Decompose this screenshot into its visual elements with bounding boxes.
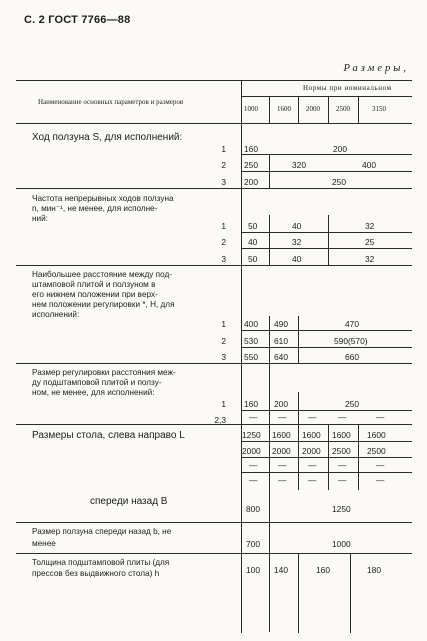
cell: 160	[244, 144, 258, 154]
cell: 1600	[302, 430, 321, 440]
row-max-distance-label-4: нем положении регулировки *, H, для	[32, 300, 175, 309]
col-header-1600: 1600	[277, 105, 291, 113]
cell: 2500	[367, 446, 386, 456]
exec-label: 1	[221, 399, 226, 409]
row-max-distance-label-3: его нижнем положении при верх-	[32, 290, 158, 299]
cell: 1000	[332, 539, 351, 549]
row-plate-thickness-label-1: Толщина подштамповой плиты (для	[32, 558, 170, 567]
cell: 530	[244, 336, 258, 346]
col-header-2000: 2000	[306, 105, 320, 113]
cell: 400	[362, 160, 376, 170]
row-stroke-label: Ход ползуна S, для исполнений:	[32, 132, 183, 143]
group-column-header: Нормы при номинальном	[303, 84, 392, 92]
cell-dash: —	[376, 460, 385, 470]
row-adjustment-label-2: ду подштамповой плитой и ползу-	[32, 378, 162, 387]
cell: 32	[365, 221, 375, 231]
cell: 700	[246, 539, 260, 549]
exec-label: 2,3	[214, 415, 226, 425]
cell: 200	[333, 144, 347, 154]
cell-dash: —	[338, 475, 347, 485]
cell: 640	[274, 352, 288, 362]
cell: 250	[345, 399, 359, 409]
cell: 160	[316, 565, 330, 575]
cell-dash: —	[278, 475, 287, 485]
exec-label: 2	[221, 237, 226, 247]
cell: 200	[244, 177, 258, 187]
exec-label: 3	[221, 254, 226, 264]
exec-label: 1	[221, 319, 226, 329]
row-frequency-label-1: Частота непрерывных ходов ползуна	[32, 194, 174, 203]
row-frequency-label-2: n, мин⁻¹, не менее, для исполне-	[32, 204, 158, 213]
cell: 250	[244, 160, 258, 170]
cell: 1250	[332, 504, 351, 514]
cell: 490	[274, 319, 288, 329]
cell: 1600	[272, 430, 291, 440]
cell: 50	[248, 254, 258, 264]
cell: 660	[345, 352, 359, 362]
col-header-2500: 2500	[336, 105, 350, 113]
cell-dash: —	[308, 412, 317, 422]
cell-dash: —	[308, 475, 317, 485]
cell: 2000	[302, 446, 321, 456]
cell-dash: —	[376, 412, 385, 422]
row-table-size-label: Размеры стола, слева направо L	[32, 430, 185, 441]
cell: 1250	[242, 430, 261, 440]
row-max-distance-label-1: Наибольшее расстояние между под-	[32, 270, 172, 279]
row-adjustment-label-3: ном, не менее, для исполнений:	[32, 388, 155, 397]
cell: 320	[292, 160, 306, 170]
cell: 100	[246, 565, 260, 575]
cell-dash: —	[338, 460, 347, 470]
cell-dash: —	[338, 412, 347, 422]
param-column-header: Наименование основных параметров и размеров	[38, 98, 184, 106]
page-header: С. 2 ГОСТ 7766—88	[24, 14, 131, 26]
row-plate-thickness-label-2: прессов без выдвижного стола) h	[32, 569, 160, 578]
cell: 50	[248, 221, 258, 231]
exec-label: 3	[221, 352, 226, 362]
section-title: Размеры,	[343, 63, 409, 74]
cell-dash: —	[376, 475, 385, 485]
col-header-1000: 1000	[244, 105, 258, 113]
cell: 40	[292, 254, 302, 264]
cell: 2000	[242, 446, 261, 456]
exec-label: 2	[221, 160, 226, 170]
cell-dash: —	[278, 460, 287, 470]
cell: 400	[244, 319, 258, 329]
cell-dash: —	[249, 475, 258, 485]
cell-dash: —	[249, 412, 258, 422]
cell: 800	[246, 504, 260, 514]
cell: 2500	[332, 446, 351, 456]
cell-dash: —	[308, 460, 317, 470]
cell: 470	[345, 319, 359, 329]
exec-label: 2	[221, 336, 226, 346]
cell: 180	[367, 565, 381, 575]
col-header-3150: 3150	[372, 105, 386, 113]
cell: 160	[244, 399, 258, 409]
row-frequency-label-3: ний:	[32, 214, 48, 223]
cell: 1600	[332, 430, 351, 440]
cell: 140	[274, 565, 288, 575]
row-max-distance-label-2: штамповой плитой и ползуном в	[32, 280, 156, 289]
cell: 550	[244, 352, 258, 362]
row-slide-size-label-2: менее	[32, 539, 56, 548]
cell: 25	[365, 237, 375, 247]
cell-dash: —	[278, 412, 287, 422]
exec-label: 1	[221, 144, 226, 154]
exec-label: 1	[221, 221, 226, 231]
cell: 32	[292, 237, 302, 247]
cell: 2000	[272, 446, 291, 456]
cell: 250	[332, 177, 346, 187]
cell-dash: —	[249, 460, 258, 470]
cell: 590(570)	[334, 336, 368, 346]
exec-label: 3	[221, 177, 226, 187]
cell: 40	[248, 237, 258, 247]
cell: 610	[274, 336, 288, 346]
row-adjustment-label-1: Размер регулировки расстояния меж-	[32, 368, 176, 377]
row-max-distance-label-5: исполнений:	[32, 310, 80, 319]
cell: 32	[365, 254, 375, 264]
row-front-back-label: спереди назад B	[90, 496, 168, 507]
cell: 1600	[367, 430, 386, 440]
cell: 40	[292, 221, 302, 231]
row-slide-size-label-1: Размер ползуна спереди назад b, не	[32, 527, 172, 536]
cell: 200	[274, 399, 288, 409]
